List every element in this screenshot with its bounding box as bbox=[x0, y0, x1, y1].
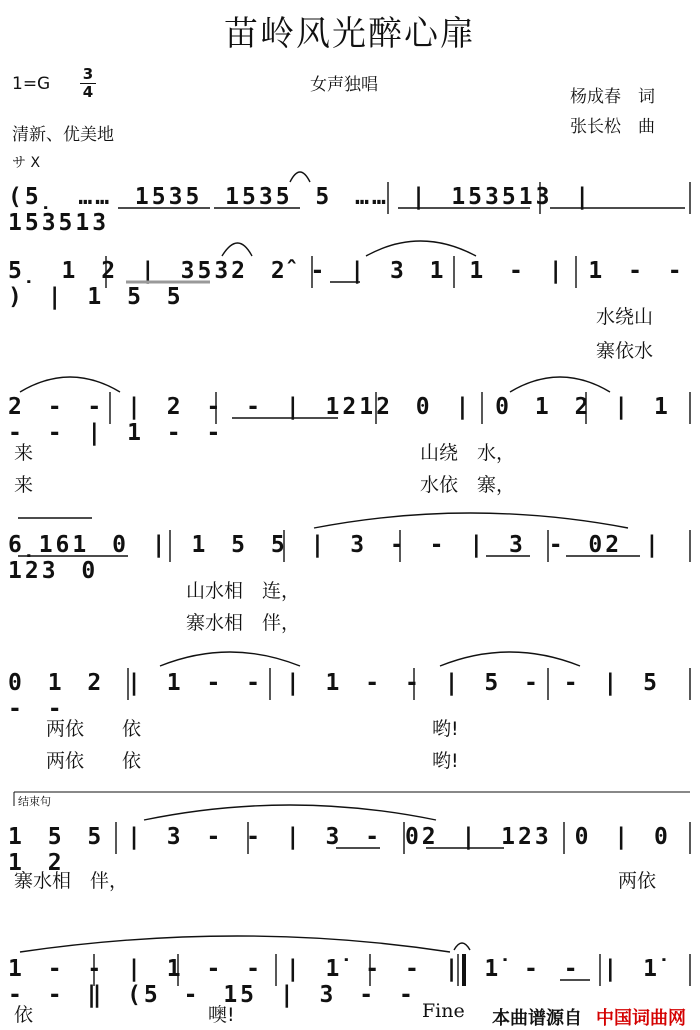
fine-mark: Fine bbox=[422, 1000, 465, 1022]
lyric-line: 两依 依 bbox=[46, 750, 142, 772]
lyric-line: 两依 依 bbox=[46, 718, 142, 740]
lyric-line: 哟! bbox=[432, 718, 459, 740]
score-line-4 bbox=[8, 532, 692, 584]
score-line-5 bbox=[8, 670, 692, 722]
performance-type: 女声独唱 bbox=[310, 75, 378, 95]
lyric-line: 噢! bbox=[208, 1004, 235, 1026]
page-title: 苗岭风光醉心扉 bbox=[224, 14, 476, 54]
score-line-1 bbox=[8, 184, 692, 236]
lyric-line: 水依 寨， bbox=[420, 474, 516, 496]
key-signature bbox=[12, 74, 50, 94]
score-line-3 bbox=[8, 394, 692, 446]
notes-text: 1 - - | 1 - - | 1̇ - - | 1̇ - - | 1̇ - - ‖ (5 - 15 | 3 - - bbox=[8, 956, 660, 1008]
notes-text: 2 - - | 2 - - | 1212 0 | 0 1 2 | 1 - - | 1 - - bbox=[8, 394, 671, 446]
lyric-line: 山水相 连， bbox=[186, 580, 301, 602]
breath-mark: サ X bbox=[12, 155, 41, 171]
lyric-line: 来 bbox=[14, 442, 34, 464]
notes-text: (5̣ …… 1535 1535 5 …… | 153513 | 153513 bbox=[8, 184, 593, 236]
notes-text: 1 5 5 | 3 - - | 3 - 02 | 123 0 | 0 1 2 bbox=[8, 824, 671, 876]
lyric-line: 寨水相 伴， bbox=[186, 612, 301, 634]
watermark-source: 本曲谱源自 bbox=[492, 1008, 582, 1029]
score-line-6 bbox=[8, 824, 692, 876]
notes-text: 0 1 2 | 1 - - | 1 - - | 5 - - | 5 - - bbox=[8, 670, 660, 722]
lyric-line: 寨水相 伴， bbox=[14, 870, 129, 892]
lyric-line: 山绕 水， bbox=[420, 442, 516, 464]
lyric-line: 两依 bbox=[618, 870, 657, 892]
lyric-line: 寨依水 bbox=[596, 340, 654, 362]
watermark-site: 中国词曲网 bbox=[596, 1008, 686, 1029]
time-denominator: 4 bbox=[80, 83, 96, 101]
lyric-line: 水绕山 bbox=[596, 306, 654, 328]
notes-text: 5̣ 1 2 | 3532 2̂ - | 3 1 1 - | 1 - - ) | 1 5 5 bbox=[8, 258, 685, 310]
ending-label: 结束句 bbox=[18, 795, 51, 808]
time-signature bbox=[80, 66, 96, 101]
composer-credit: 张长松 曲 bbox=[570, 117, 655, 137]
lyricist-credit: 杨成春 词 bbox=[570, 87, 655, 107]
score-line-2 bbox=[8, 258, 692, 310]
tempo-mood: 清新、优美地 bbox=[12, 125, 114, 145]
lyric-line: 哟! bbox=[432, 750, 459, 772]
time-numerator: 3 bbox=[82, 65, 94, 83]
score-line-7 bbox=[8, 956, 692, 1008]
lyric-line: 依 bbox=[14, 1004, 34, 1026]
lyric-line: 来 bbox=[14, 474, 34, 496]
key-label: 1=G bbox=[12, 74, 51, 94]
notes-text: 6̣161 0 | 1 5 5 | 3 - - | 3 - 02 | 123 0 bbox=[8, 532, 662, 584]
